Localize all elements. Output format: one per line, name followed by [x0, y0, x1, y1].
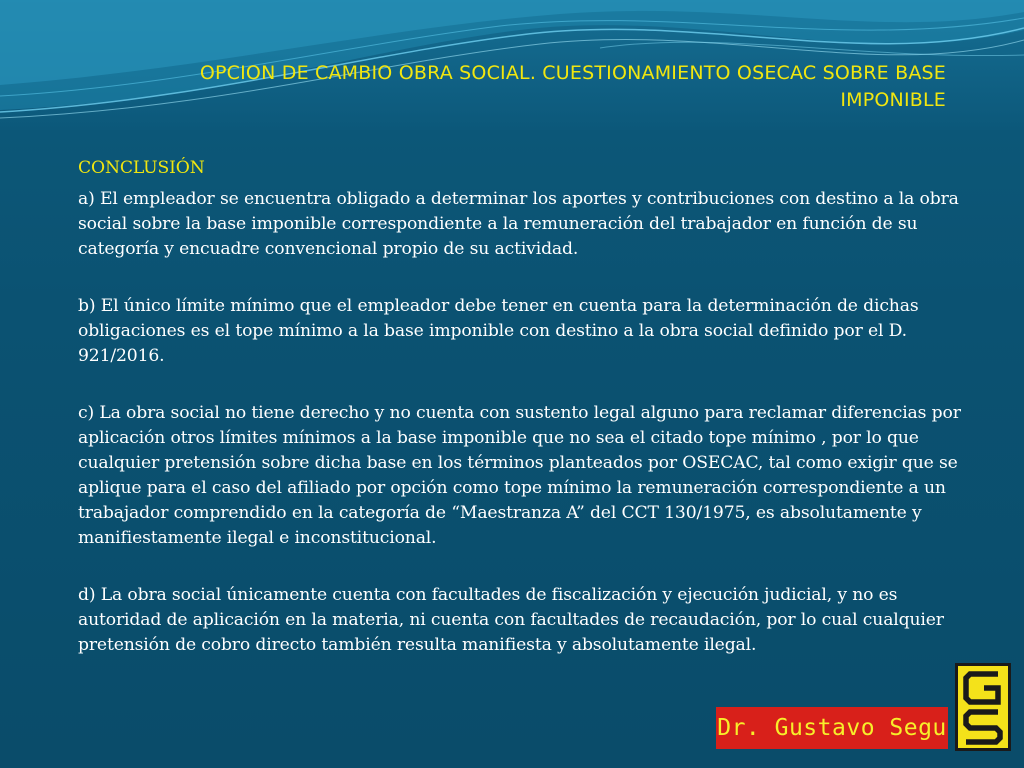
- paragraph-d: d) La obra social únicamente cuenta con facultades de fiscalización y ejecución judicial, y no es autoridad de aplicación en la materia, ni cuenta con facultades de recaudación, por lo cual cualquier pretensión de cobro directo también resulta manifiesta y absolutamente ilegal.: [78, 585, 944, 655]
- paragraph-c: c) La obra social no tiene derecho y no cuenta con sustento legal alguno para reclamar diferencias por aplicación otros límites mínimos a la base imponible que no sea el citado tope mínimo , por lo que cualquier pretensión sobre dicha base en los términos planteados por OSECAC, tal como exigir que se aplique para el caso del afiliado por opción como tope mínimo la remuneración correspondiente a un trabajador comprendido en la categoría de “Maestranza A” del CCT 130/1975, es absolutamente y manifiestamente ilegal e inconstitucional.: [78, 403, 961, 548]
- signature-badge: Dr. Gustavo Segu: [716, 707, 948, 749]
- slide-title: OPCION DE CAMBIO OBRA SOCIAL. CUESTIONAMIENTO OSECAC SOBRE BASE IMPONIBLE: [199, 62, 946, 111]
- paragraph-a: a) El empleador se encuentra obligado a determinar los aportes y contribuciones con destino a la obra social sobre la base imponible correspondiente a la remuneración del trabajador en función de su categoría y encuadre convencional propio de su actividad.: [78, 189, 959, 259]
- gs-logo-icon: [958, 666, 1008, 748]
- gs-logo: [955, 663, 1011, 751]
- slide-body: [78, 156, 978, 690]
- paragraph-b: b) El único límite mínimo que el empleador debe tener en cuenta para la determinación de dichas obligaciones es el tope mínimo a la base imponible con destino a la obra social definido por el D. 921/2016.: [78, 296, 919, 366]
- section-heading: CONCLUSIÓN: [78, 158, 205, 178]
